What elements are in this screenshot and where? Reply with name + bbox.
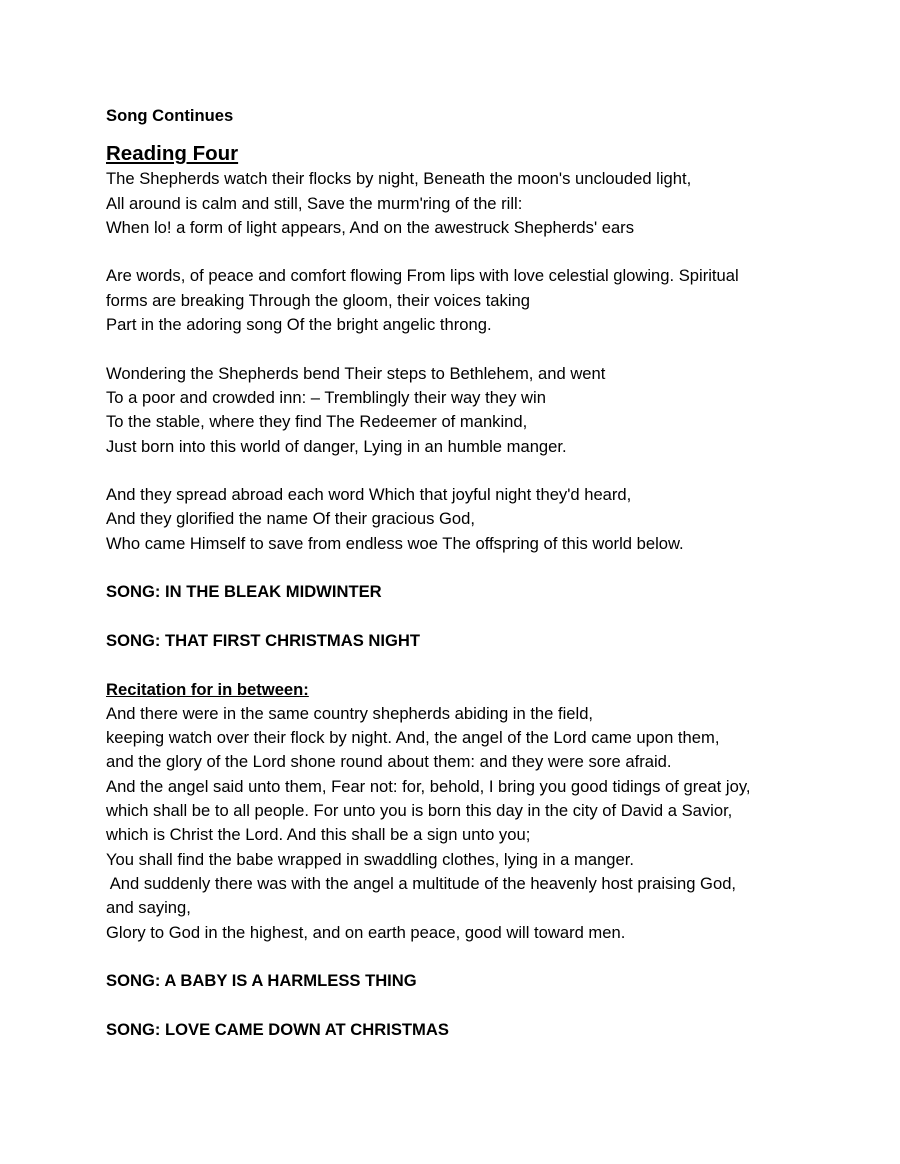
spacer <box>106 653 826 677</box>
recitation-line: and saying, <box>106 898 191 918</box>
recitation-line: And suddenly there was with the angel a multitude of the heavenly host praising God, <box>106 873 737 893</box>
poem-line: The Shepherds watch their flocks by night, Beneath the moon's unclouded light, <box>106 169 692 189</box>
spacer <box>106 459 826 483</box>
poem-line: Are words, of peace and comfort flowing From lips with love celestial glowing. Spiritual <box>106 266 739 286</box>
recitation-line: And the angel said unto them, Fear not: for, behold, I bring you good tidings of great joy, <box>106 776 751 796</box>
recitation-line: keeping watch over their flock by night. And, the angel of the Lord came upon them, <box>106 728 720 748</box>
poem-line: To the stable, where they find The Redeemer of mankind, <box>106 412 528 432</box>
stanza <box>106 483 826 556</box>
spacer <box>106 337 826 361</box>
stanza <box>106 167 826 240</box>
poem-line: And they glorified the name Of their gracious God, <box>106 509 475 529</box>
recitation-line: And there were in the same country shepherds abiding in the field, <box>106 703 594 723</box>
recitation-line: You shall find the babe wrapped in swaddling clothes, lying in a manger. <box>106 849 634 869</box>
reading-title: Reading Four <box>106 142 239 166</box>
poem-line: Who came Himself to save from endless woe The offspring of this world below. <box>106 533 684 553</box>
poem-line: Wondering the Shepherds bend Their steps to Bethlehem, and went <box>106 363 606 383</box>
recitation-line: and the glory of the Lord shone round about them: and they were sore afraid. <box>106 752 672 772</box>
recitation-text <box>106 702 826 945</box>
document-page <box>106 104 826 1042</box>
poem-line: Part in the adoring song Of the bright angelic throng. <box>106 315 492 335</box>
spacer <box>106 993 826 1017</box>
poem-line: When lo! a form of light appears, And on the awestruck Shepherds' ears <box>106 217 635 237</box>
poem-line: All around is calm and still, Save the murm'ring of the rill: <box>106 193 523 213</box>
poem-line: And they spread abroad each word Which that joyful night they'd heard, <box>106 485 632 505</box>
spacer <box>106 556 826 580</box>
song-title: SONG: IN THE BLEAK MIDWINTER <box>106 582 382 602</box>
stanza <box>106 362 826 459</box>
song-title: SONG: A BABY IS A HARMLESS THING <box>106 971 417 991</box>
poem-line: Just born into this world of danger, Lying in an humble manger. <box>106 436 567 456</box>
spacer <box>106 945 826 969</box>
song-title: SONG: THAT FIRST CHRISTMAS NIGHT <box>106 630 421 650</box>
poem-line: To a poor and crowded inn: – Tremblingly their way they win <box>106 387 546 407</box>
spacer <box>106 240 826 264</box>
spacer <box>106 605 826 629</box>
song-continues-label: Song Continues <box>106 106 234 125</box>
recitation-title: Recitation for in between: <box>106 679 309 699</box>
recitation-line: Glory to God in the highest, and on earth peace, good will toward men. <box>106 922 626 942</box>
poem-line: forms are breaking Through the gloom, their voices taking <box>106 290 530 310</box>
stanza <box>106 264 826 337</box>
song-title: SONG: LOVE CAME DOWN AT CHRISTMAS <box>106 1019 449 1039</box>
recitation-line: which is Christ the Lord. And this shall be a sign unto you; <box>106 825 531 845</box>
recitation-line: which shall be to all people. For unto you is born this day in the city of David a Savior, <box>106 801 733 821</box>
